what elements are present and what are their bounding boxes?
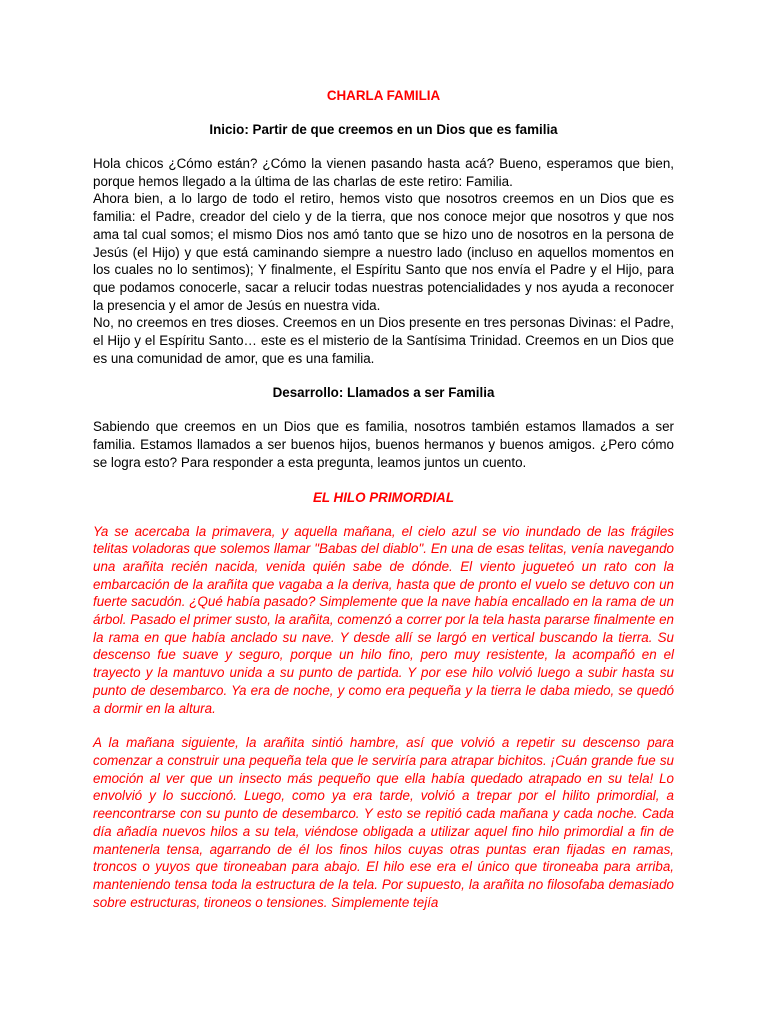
inicio-paragraph-1: Hola chicos ¿Cómo están? ¿Cómo la vienen pasando hasta acá? Bueno, esperamos que bien, porque hemos llegado a la última de las charlas de este retiro: Familia.: [93, 156, 674, 189]
story-section-2: [93, 734, 674, 911]
inicio-paragraph-2: Ahora bien, a lo largo de todo el retiro, hemos visto que nosotros creemos en un Dios que es familia: el Padre, creador del cielo y de la tierra, que nos conoce mejor que nosotros y que nos ama tal cual somos; el mismo Dios nos amó tanto que se hizo uno de nosotros en la persona de Jesús (el Hijo) y que está caminando siempre a nuestro lado (incluso en aquellos momentos en los cuales no lo sentimos); Y finalmente, el Espíritu Santo que nos envía el Padre y el Hijo, para que podamos conocerle, sacar a relucir todas nuestras potencialidades y nos ayuda a reconocer la presencia y el amor de Jesús en nuestra vida.: [93, 191, 674, 313]
desarrollo-section: [93, 418, 674, 471]
story-section-1: [93, 523, 674, 718]
document-title: CHARLA FAMILIA: [326, 88, 441, 103]
story-paragraph-2: A la mañana siguiente, la arañita sintió hambre, así que volvió a repetir su descenso para comenzar a construir una pequeña tela que le serviría para atrapar bichitos. ¡Cuán grande fue su emoción al ver que un insecto más pequeño que ella había quedado atrapado en su tela! Lo envolvió y lo succionó. Luego, como ya era tarde, volvió a trepar por el hilito primordial, a reencontrarse con su punto de desembarco. Y esto se repitió cada mañana y cada noche. Cada día añadía nuevos hilos a su tela, viéndose obligada a utilizar aquel fino hilo primordial a fin de mantenerla tensa, agarrando de él los finos hilos cuyas otras puntas eran fijadas en ramas, troncos o yuyos que tironeaban para abajo. El hilo ese era el único que tironeaba para arriba, manteniendo tensa toda la estructura de la tela. Por supuesto, la arañita no filosofaba demasiado sobre estructuras, tironeos o tensiones. Simplemente tejía: [93, 735, 674, 910]
inicio-paragraph-3: No, no creemos en tres dioses. Creemos en un Dios presente en tres personas Divinas: el Padre, el Hijo y el Espíritu Santo… este es el misterio de la Santísima Trinidad. Creemos en un Dios que es una comunidad de amor, que es una familia.: [93, 315, 674, 366]
story-title: EL HILO PRIMORDIAL: [312, 489, 455, 505]
inicio-section: [93, 155, 674, 367]
desarrollo-heading: Desarrollo: Llamados a ser Familia: [272, 385, 495, 401]
story-paragraph-1: Ya se acercaba la primavera, y aquella mañana, el cielo azul se vio inundado de las frágiles telitas voladoras que solemos llamar "Babas del diablo". En una de esas telitas, venía navegando una arañita recién nacida, venida quién sabe de dónde. El viento jugueteó un rato con la embarcación de la arañita que vagaba a la deriva, hasta que de pronto el vuelo se detuvo con un fuerte sacudón. ¿Qué había pasado? Simplemente que la nave había encallado en la rama de un árbol. Pasado el primer susto, la arañita, comenzó a correr por la tela hasta pararse finalmente en la rama en que había anclado su nave. Y desde allí se largó en vertical buscando la tierra. Su descenso fue suave y seguro, porque un hilo fino, pero muy resistente, la acompañó en el trayecto y la mantuvo unida a su punto de partida. Y por ese hilo volvió luego a subir hasta su punto de desembarco. Ya era de noche, y como era pequeña y la tierra le daba miedo, se quedó a dormir en la altura.: [93, 523, 674, 716]
desarrollo-paragraph-1: Sabiendo que creemos en un Dios que es familia, nosotros también estamos llamados a ser familia. Estamos llamados a ser buenos hijos, buenos hermanos y buenos amigos. ¿Pero cómo se logra esto? Para responder a esta pregunta, leamos juntos un cuento.: [93, 419, 674, 470]
inicio-heading: Inicio: Partir de que creemos en un Dios que es familia: [209, 122, 558, 137]
